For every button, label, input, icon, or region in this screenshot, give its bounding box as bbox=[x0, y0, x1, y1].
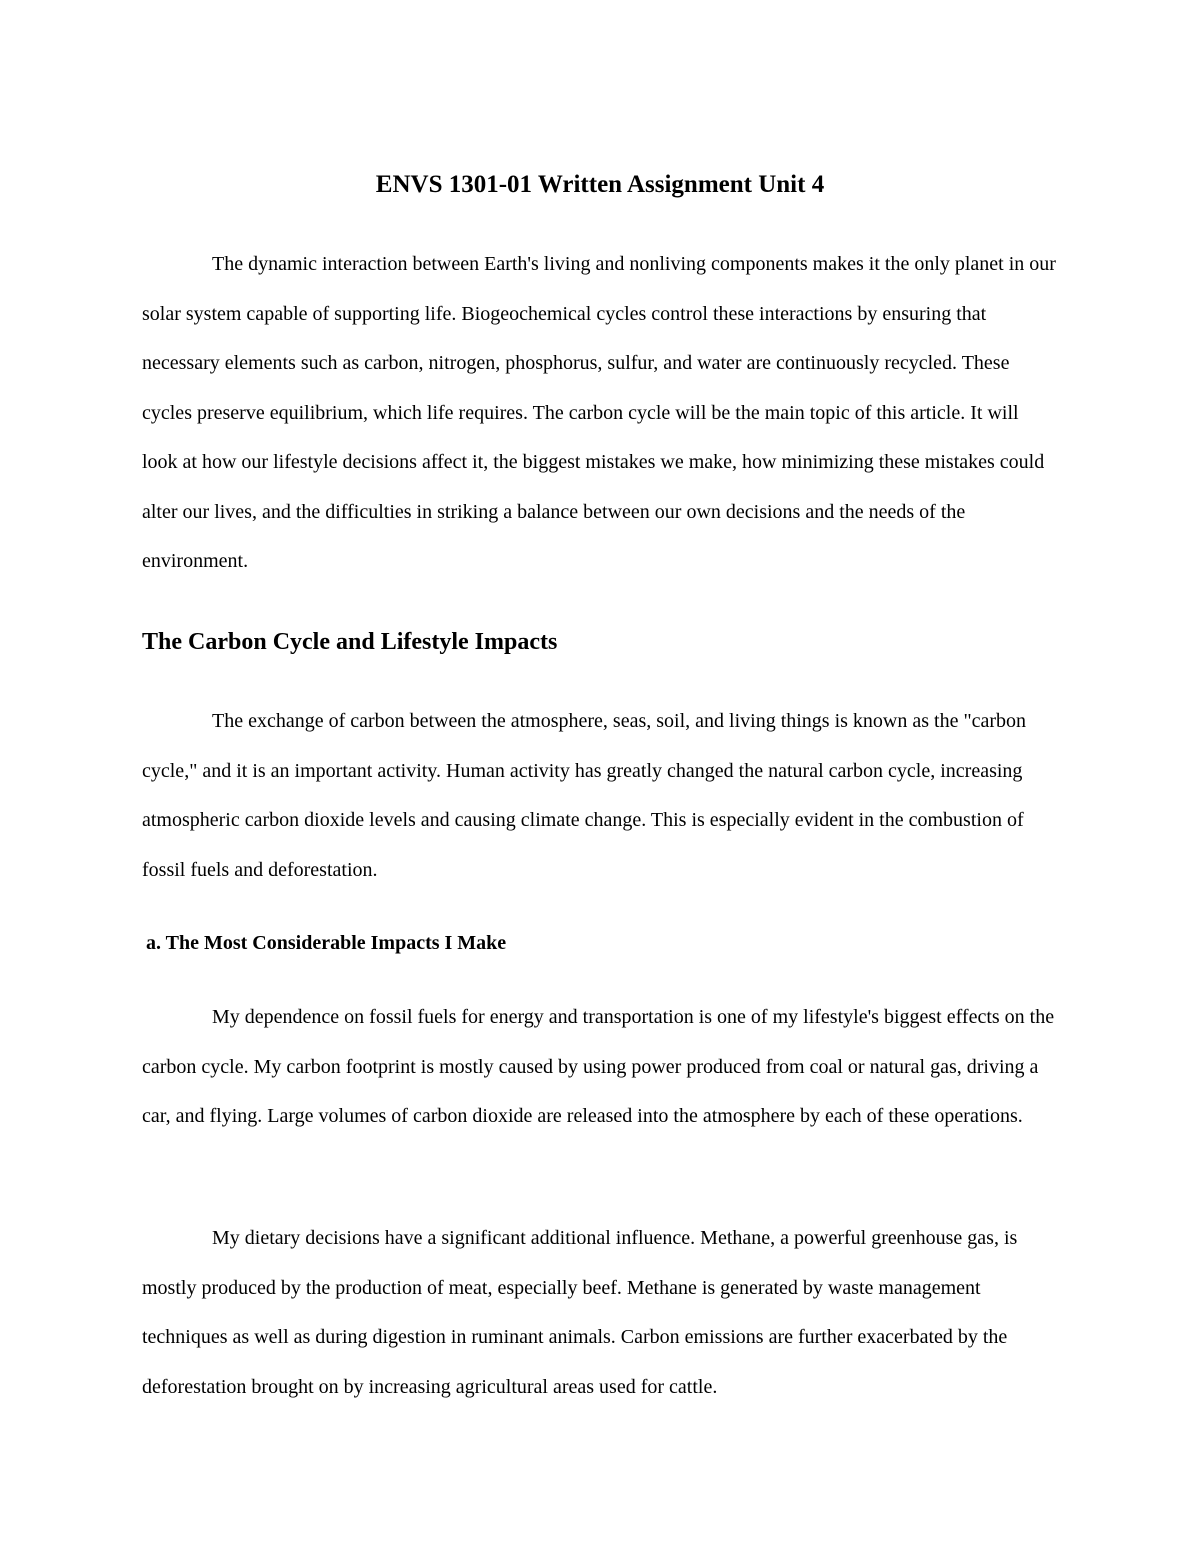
impacts-paragraph-2: My dietary decisions have a significant additional influence. Methane, a powerful greenhouse gas, is mostly produced by the production of meat, especially beef. Methane is generated by waste management techniques as well as during digestion in ruminant animals. Carbon emissions are further exacerbated by the deforestation brought on by increasing agricultural areas used for cattle. bbox=[142, 1227, 1018, 1398]
section-heading: The Carbon Cycle and Lifestyle Impacts bbox=[142, 629, 558, 655]
section-paragraph: The exchange of carbon between the atmosphere, seas, soil, and living things is known as the "carbon cycle," and it is an important activity. Human activity has greatly changed the natural carbon cycle, increasing atmospheric carbon dioxide levels and causing climate change. This is especially evident in the combustion of fossil fuels and deforestation. bbox=[142, 710, 1027, 881]
page-title: ENVS 1301-01 Written Assignment Unit 4 bbox=[375, 171, 825, 198]
intro-paragraph: The dynamic interaction between Earth's living and nonliving components makes it the only planet in our solar system capable of supporting life. Biogeochemical cycles control these interactions by ensuring that necessary elements such as carbon, nitrogen, phosphorus, sulfur, and water are continuously recycled. These cycles preserve equilibrium, which life requires. The carbon cycle will be the main topic of this article. It will look at how our lifestyle decisions affect it, the biggest mistakes we make, how minimizing these mistakes could alter our lives, and the difficulties in striking a balance between our own decisions and the needs of the environment. bbox=[142, 253, 1056, 572]
subsection-heading: a. The Most Considerable Impacts I Make bbox=[146, 932, 507, 954]
impacts-paragraph-1: My dependence on fossil fuels for energy and transportation is one of my lifestyle's biggest effects on the carbon cycle. My carbon footprint is mostly caused by using power produced from coal or natural gas, driving a car, and flying. Large volumes of carbon dioxide are released into the atmosphere by each of these operations. bbox=[142, 1006, 1055, 1127]
